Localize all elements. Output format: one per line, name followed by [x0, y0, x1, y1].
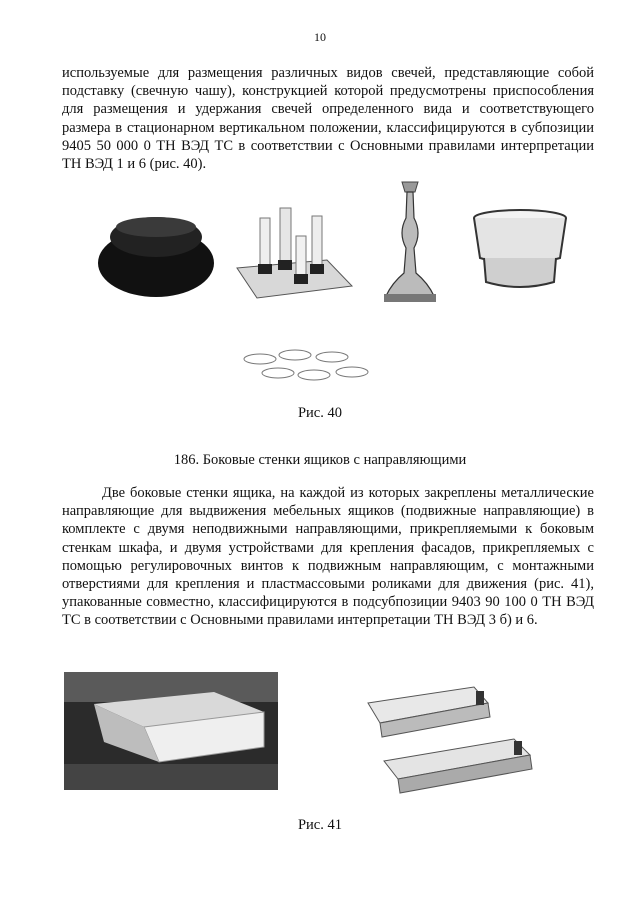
glass-tealight-holders-image — [240, 345, 380, 390]
figure-41-caption: Рис. 41 — [297, 817, 342, 833]
black-bowl-candle-holder-image — [96, 205, 216, 300]
silver-candlestick-image — [380, 178, 440, 308]
page-number: 10 — [314, 30, 326, 44]
glass-candle-cup-image — [470, 208, 570, 290]
intro-paragraph: используемые для размещения различных видов свечей, представляющие собой подставку (свечную чашу), конструкцией которой предусмотрены приспособления для размещения и удержания свечей определенного вида и соответствующего размера в стационарном вертикальном положении, классифицируются в субпозиции 9405 50 000 0 ТН ВЭД ТС в соответствии с Основными правилами интерпретации ТН ВЭД 1 и 6 (рис. 40). — [62, 65, 594, 173]
body-paragraph: Две боковые стенки ящика, на каждой из которых закреплены металлические направляющие для выдвижения мебельных ящиков (подвижные направляющие) в комплекте с двумя неподвижными направляющими, прикрепляемыми к боковым стенкам шкафа, и двумя устройствами для крепления фасадов, прикрепляемых с помощью регулировочных винтов к подвижным направляющим, с монтажными отверстиями для крепления и пластмассовыми роликами для движения (рис. 41), упакованные совместно, классифицируются в подсубпозиции 9403 90 100 0 ТН ВЭД ТС в соответствии с Основными правилами интерпретации ТН ВЭД 3 б) и 6. — [62, 485, 594, 629]
section-heading: 186. Боковые стенки ящиков с направляющими — [173, 452, 467, 468]
candles-on-tray-image — [232, 198, 357, 308]
drawer-side-walls-with-rails-image — [364, 683, 544, 803]
figure-40-caption: Рис. 40 — [297, 405, 342, 421]
open-drawer-photo-image — [64, 672, 278, 790]
